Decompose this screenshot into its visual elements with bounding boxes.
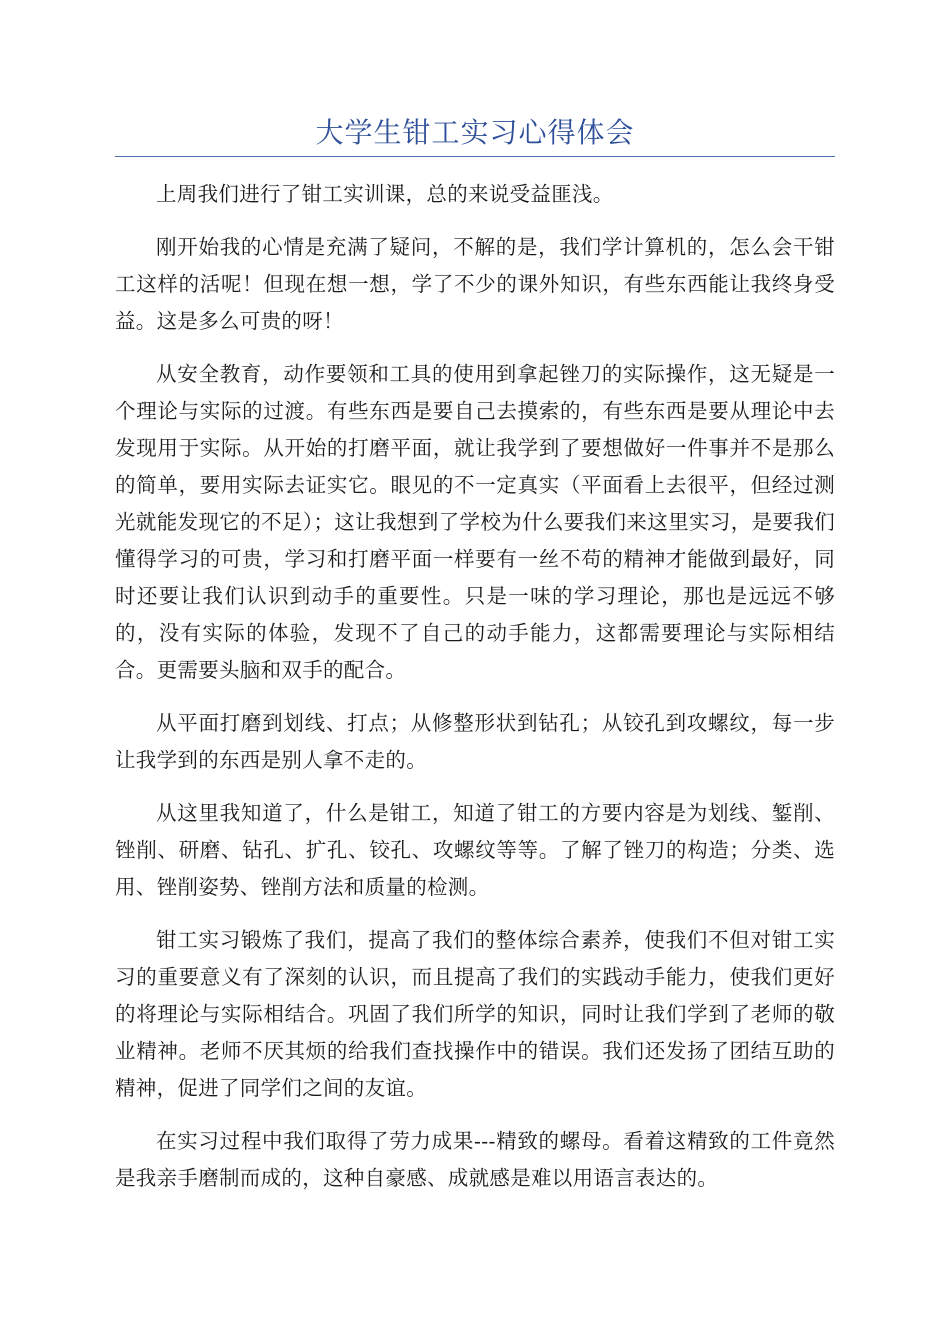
paragraph-1: 上周我们进行了钳工实训课，总的来说受益匪浅。: [156, 182, 614, 206]
document-body: [115, 176, 835, 1213]
paragraph-3: 从安全教育，动作要领和工具的使用到拿起锉刀的实际操作，这无疑是一个理论与实际的过渡。有些东西是要自己去摸索的，有些东西是要从理论中去发现用于实际。从开始的打磨平面，就让我学到了要想做好一件事并不是那么的简单，要用实际去证实它。眼见的不一定真实（平面看上去很平，但经过测光就能发现它的不足）；这让我想到了学校为什么要我们来这里实习，是要我们懂得学习的可贵，学习和打磨平面一样要有一丝不苟的精神才能做到最好，同时还要让我们认识到动手的重要性。只是一味的学习理论，那也是远远不够的，没有实际的体验，发现不了自己的动手能力，这都需要理论与实际相结合。更需要头脑和双手的配合。: [115, 362, 835, 682]
paragraph-7: 在实习过程中我们取得了劳力成果---精致的螺母。看着这精致的工件竟然是我亲手磨制而成的，这种自豪感、成就感是难以用语言表达的。: [115, 1129, 835, 1190]
paragraph-2: 刚开始我的心情是充满了疑问，不解的是，我们学计算机的，怎么会干钳工这样的活呢！但现在想一想，学了不少的课外知识，有些东西能让我终身受益。这是多么可贵的呀！: [115, 235, 835, 333]
title-block: [115, 112, 835, 157]
paragraph-5: 从这里我知道了，什么是钳工，知道了钳工的方要内容是为划线、錾削、锉削、研磨、钻孔、扩孔、铰孔、攻螺纹等等。了解了锉刀的构造；分类、选用、锉削姿势、锉削方法和质量的检测。: [115, 801, 835, 899]
paragraph-6: 钳工实习锻炼了我们，提高了我们的整体综合素养，使我们不但对钳工实习的重要意义有了深刻的认识，而且提高了我们的实践动手能力，使我们更好的将理论与实际相结合。巩固了我们所学的知识，同时让我们学到了老师的敬业精神。老师不厌其烦的给我们查找操作中的错误。我们还发扬了团结互助的精神，促进了同学们之间的友谊。: [115, 928, 835, 1100]
paragraph-4: 从平面打磨到划线、打点；从修整形状到钻孔；从铰孔到攻螺纹，每一步让我学到的东西是别人拿不走的。: [115, 711, 835, 772]
document-title: 大学生钳工实习心得体会: [315, 116, 635, 149]
